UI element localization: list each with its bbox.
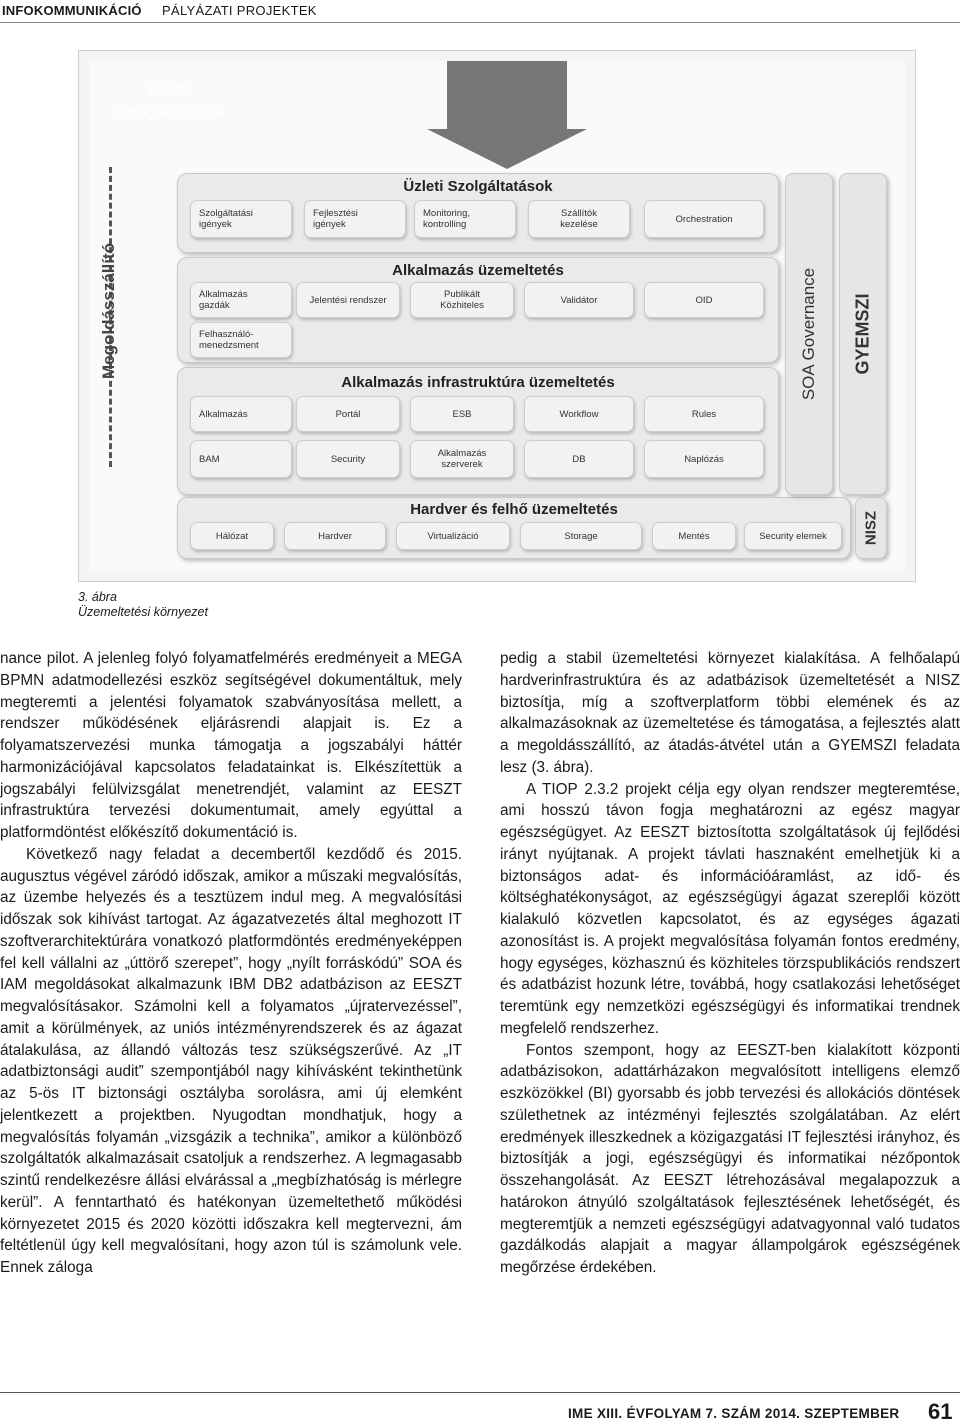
box-network: Hálózat: [190, 522, 274, 550]
box-workflow: Workflow: [524, 396, 634, 432]
box-bam: BAM: [190, 440, 292, 478]
box-reporting-system: Jelentési rendszer: [296, 282, 400, 318]
gyemszi-label: GYEMSZI: [852, 293, 873, 375]
header-subsection: PÁLYÁZATI PROJEKTEK: [162, 3, 317, 18]
layer-business-title: Üzleti Szolgáltatások: [403, 178, 553, 195]
box-user-mgmt: Felhasználó- menedzsment: [190, 322, 292, 358]
layer-business: [177, 173, 779, 253]
figure-caption-number: 3. ábra: [78, 590, 117, 604]
nisz-bar: [855, 497, 887, 559]
footer-journal: IME XIII. ÉVFOLYAM 7. SZÁM 2014. SZEPTEMBER: [568, 1406, 900, 1421]
running-header: [0, 0, 960, 22]
box-hardware: Hardver: [284, 522, 386, 550]
footer-rule: [0, 1392, 960, 1393]
right-paragraph: pedig a stabil üzemeltetési környezet kialakítása. A felhőalapú hardverinfrastruktúra és az adatbázisok üzemeltetését a NISZ biztosítja, míg a szoftverplatform többi elemének és az alkalmazásoknak az üzemeltetése és támogatása, a fejlesztés alatt a megoldásszállító, az átadás-átvétel után a GYEMSZI feladata lesz (3. ábra).: [500, 650, 960, 776]
box-supplier-mgmt: Szállítók kezelése: [528, 200, 630, 238]
page-number: 61: [928, 1399, 953, 1424]
right-paragraph: Fontos szempont, hogy az EESZT-ben kialakított központi adatbázisokon, adattárházakon megvalósított intelligens elemző eszközökkel (BI) gyorsabb és jobb tervezési és allokációs döntések születhetnek az intézményi fejlesztés szolgálatában. Az elért eredmények illeszkednek a közigazgatási IT fejlesztési irányhoz, és biztosítják a jogi, egészségügyi és informatikai nézőpontok összehangolását. Az EESZT létrehozásával megalapozzuk a határokon átnyúló szolgáltatások fejlesztésének lehetőségét, és megteremtjük a nemzeti egészségügyi adatvagyonnal való tudatos gazdálkodás alapjait a magyar állampolgárok egészségének megőrzése érdekében.: [500, 1041, 960, 1276]
box-portal: Portál: [296, 396, 400, 432]
left-paragraph: Következő nagy feladat a decembertől kezdődő és 2015. augusztus végével záródó időszak, amikor a műszaki megvalósítás, az üzembe helyezés és a tesztüzem indul meg. A megvalósítási időszak sok kihívást tartogat. Az ágazatvezetés által meghozott IT szoftverarchitektúrára vonatkozó platformdöntés eredményeképpen fel kell vállalni az „úttörő szerepet”, hogy „nyílt forráskódú” SOA és IAM megoldásokat alkalmazunk IBM DB2 adatbázison az EESZT megvalósításakor. Számolni kell a folyamatos „újratervezéssel”, amit a körülmények, az uniós intézményrendszerek és az ágazat átalakulása, az állandó változás tesz szükségszerűvé. Az „IT adatbiztonsági audit” szempontjából nagy kihívásként tekinthetünk az 5-ös IT biztonsági osztályba sorolásra, ami új elemként jelentkezett a projektben. Nyugodtan mondhatjuk, hogy a megvalósítás folyamán „vizsgázik a technika”, amikor a különböző szolgáltatók alkalmazásait csatoljuk a rendszerhez. A legmagasabb szintű rendelkezésre állási elvárással a „megbízhatóság is mérlegre kerül”. A fenntartható és hatékonyan üzemeltethető működési környezetet 2015 és 2020 közötti időszakra kell megtervezni, ám feltétlenül úgy kell megvalósítani, hogy azon túl is számolunk vele. Ennek záloga: [0, 845, 462, 1276]
figure-canvas: [89, 61, 905, 571]
box-storage: Storage: [520, 522, 642, 550]
box-oid: OID: [644, 282, 764, 318]
layer-hardware: [177, 497, 851, 559]
layer-infra-title: Alkalmazás infrastruktúra üzemeltetés: [341, 374, 615, 391]
box-security-elements: Security elemek: [744, 522, 842, 550]
layer-application: [177, 257, 779, 363]
left-paragraph: nance pilot. A jelenleg folyó folyamatfelmérés eredményeit a MEGA BPMN adatmodellezési eszköz segítségével dokumentáltuk, mely megteremti a jelentési folyamatok szabványosítása mellett, a rendszer működésének eljárásrendi alapjait is. Ez a folyamatszervezési munka támogatja a jogszabályi háttér harmonizációjával kapcsolatos feladatainkat is. Elkészítettük a jogszabályi felülvizsgálat menetrendjét, valamint az EESZT infrastruktúra tervezési dokumentumait, amely egyúttal a platformdöntést előkészítő dokumentáció is.: [0, 650, 462, 841]
box-validator: Validátor: [524, 282, 634, 318]
box-backup: Mentés: [652, 522, 736, 550]
box-security: Security: [296, 440, 400, 478]
box-app-servers: Alkalmazás szerverek: [410, 440, 514, 478]
top-arrow-line1: Üzleti: [147, 80, 191, 99]
box-service-needs: Szolgáltatási igények: [190, 200, 292, 238]
header-rule: [0, 22, 960, 23]
box-esb: ESB: [410, 396, 514, 432]
architecture-figure: [78, 50, 916, 582]
box-app-owners: Alkalmazás gazdák: [190, 282, 292, 318]
soa-governance-bar: [785, 173, 833, 495]
figure-caption-title: Üzemeltetési környezet: [78, 605, 208, 619]
box-virtualization: Virtualizáció: [396, 522, 510, 550]
right-paragraph: A TIOP 2.3.2 projekt célja egy olyan rendszer megteremtése, ami hosszú távon fogja meghatározni az egész magyar egészségügyet. Az EESZT biztosította szolgáltatások új fejlődési irányt nyújtanak. A projekt távlati hasznaként emelhetjük ki a biztonságos adat- és információáramlást, az idő- és költséghatékonyságot, az egészségügyi ágazat szereplői között kialakuló közvetlen kapcsolatot, és az egységes ágazati azonosítást is. A projekt megvalósítása folyamán fontos eredmény, hogy egységes, közhasznú és közhiteles törzspublikációs rendszert és adatbázist hozunk létre, továbbá, hogy csatlakozási lehetőséget teremtünk egy nemzetközi egészségügyi és informatikai trendnek megfelelő rendszerhez.: [500, 780, 960, 1037]
box-db: DB: [524, 440, 634, 478]
layer-infrastructure: [177, 367, 779, 495]
box-monitoring: Monitoring, kontrolling: [414, 200, 516, 238]
box-logging: Naplózás: [644, 440, 764, 478]
box-published: Publikált Közhiteles: [410, 282, 514, 318]
layer-application-title: Alkalmazás üzemeltetés: [392, 262, 564, 279]
box-dev-needs: Fejlesztési igények: [304, 200, 406, 238]
top-arrow-line2: Szolgáltatások: [113, 102, 225, 121]
header-section: INFOKOMMUNIKÁCIÓ: [2, 3, 142, 18]
box-rules: Rules: [644, 396, 764, 432]
solver-label: Megoldásszállító: [99, 242, 118, 380]
top-arrow-shape: [427, 61, 587, 169]
nisz-label: NISZ: [862, 510, 880, 546]
right-column: [500, 648, 960, 1279]
soa-governance-label: SOA Governance: [799, 267, 818, 401]
left-column: [0, 648, 462, 1279]
box-orchestration: Orchestration: [644, 200, 764, 238]
gyemszi-bar: [839, 173, 887, 495]
box-infra-app: Alkalmazás: [190, 396, 292, 432]
layer-hardware-title: Hardver és felhő üzemeltetés: [410, 501, 618, 518]
